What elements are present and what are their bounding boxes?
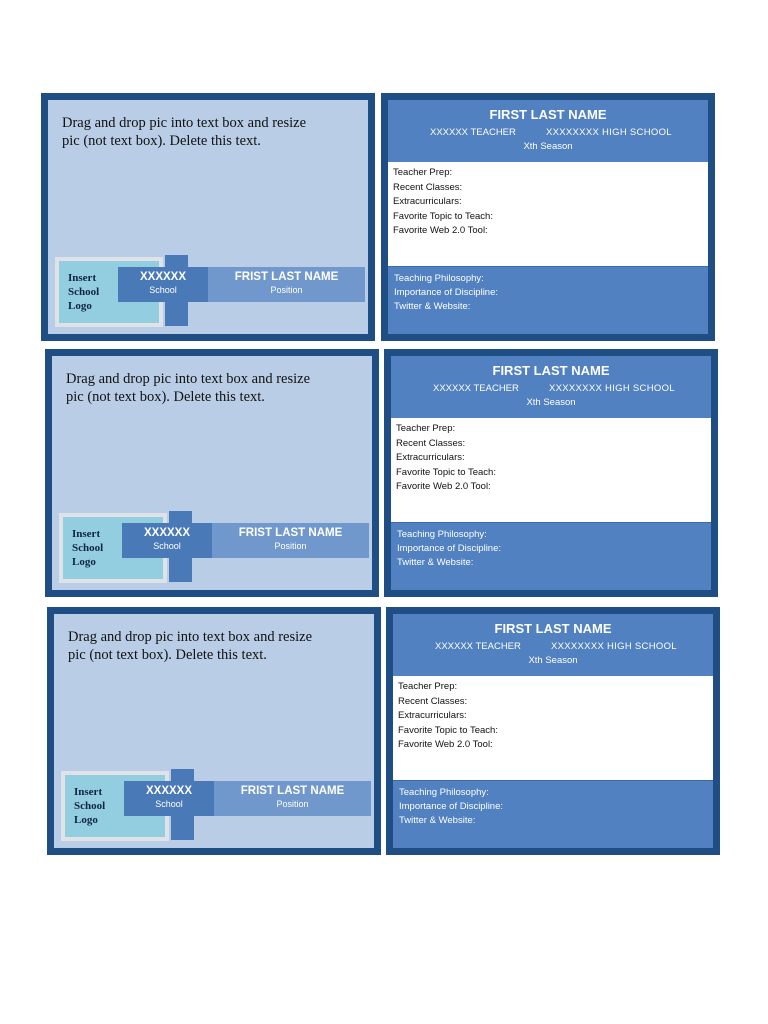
position-label: Position — [274, 541, 307, 551]
field-twitter-website: Twitter & Website: — [399, 815, 476, 826]
teacher-name[interactable]: FIRST LAST NAME — [494, 621, 612, 636]
field-recent-classes: Recent Classes: — [393, 181, 463, 193]
card-back — [381, 93, 715, 341]
school-label: School — [153, 541, 181, 551]
school-banner[interactable] — [122, 523, 212, 558]
philosophy-section[interactable] — [391, 522, 711, 590]
card-front — [41, 93, 375, 341]
field-teacher-prep: Teacher Prep: — [396, 423, 456, 434]
field-favorite-topic: Favorite Topic to Teach: — [398, 724, 498, 736]
teacher-subject[interactable]: XXXXXX TEACHER — [430, 127, 516, 138]
instruction-text[interactable] — [66, 370, 356, 406]
field-twitter-website: Twitter & Website: — [394, 301, 471, 312]
instruction-text[interactable] — [62, 114, 352, 150]
field-teaching-philosophy: Teaching Philosophy: — [397, 529, 487, 540]
teacher-name[interactable]: FIRST LAST NAME — [489, 107, 607, 122]
field-favorite-topic: Favorite Topic to Teach: — [393, 210, 493, 222]
philosophy-section[interactable] — [388, 266, 708, 334]
field-discipline: Importance of Discipline: — [397, 543, 502, 554]
field-discipline: Importance of Discipline: — [394, 287, 499, 298]
school-banner[interactable] — [124, 781, 214, 816]
school-code: XXXXXX — [139, 271, 187, 283]
card-back — [386, 607, 720, 855]
philosophy-section[interactable] — [393, 780, 713, 848]
teacher-subject[interactable]: XXXXXX TEACHER — [433, 383, 519, 394]
season-label[interactable]: Xth Season — [526, 397, 576, 408]
name-banner[interactable] — [214, 781, 371, 816]
field-recent-classes: Recent Classes: — [398, 695, 468, 707]
logo-label: Insert School Logo — [74, 786, 106, 826]
logo-label: Insert School Logo — [72, 528, 104, 568]
instruction-line: pic (not text box). Delete this text. — [66, 389, 265, 405]
high-school-name[interactable]: XXXXXXXX HIGH SCHOOL — [546, 127, 672, 138]
field-favorite-tool: Favorite Web 2.0 Tool: — [393, 225, 488, 236]
school-code: XXXXXX — [145, 785, 193, 797]
name-banner[interactable] — [212, 523, 369, 558]
card-front — [47, 607, 381, 855]
instruction-text[interactable] — [68, 628, 358, 664]
info-fields[interactable] — [393, 676, 713, 780]
field-favorite-topic: Favorite Topic to Teach: — [396, 466, 496, 478]
position-label: Position — [270, 285, 303, 295]
field-twitter-website: Twitter & Website: — [397, 557, 474, 568]
back-header — [391, 356, 711, 418]
field-teacher-prep: Teacher Prep: — [398, 681, 458, 692]
high-school-name[interactable]: XXXXXXXX HIGH SCHOOL — [551, 641, 677, 652]
logo-label: Insert School Logo — [68, 272, 100, 312]
field-extracurriculars: Extracurriculars: — [393, 196, 462, 207]
field-discipline: Importance of Discipline: — [399, 801, 504, 812]
back-header — [393, 614, 713, 676]
field-recent-classes: Recent Classes: — [396, 437, 466, 449]
season-label[interactable]: Xth Season — [528, 655, 578, 666]
instruction-line: Drag and drop pic into text box and resize — [62, 115, 307, 131]
school-label: School — [149, 285, 177, 295]
high-school-name[interactable]: XXXXXXXX HIGH SCHOOL — [549, 383, 675, 394]
field-extracurriculars: Extracurriculars: — [396, 452, 465, 463]
name-banner[interactable] — [208, 267, 365, 302]
card-back — [384, 349, 718, 597]
player-name: FRIST LAST NAME — [240, 785, 345, 797]
info-fields[interactable] — [388, 162, 708, 266]
season-label[interactable]: Xth Season — [523, 141, 573, 152]
field-extracurriculars: Extracurriculars: — [398, 710, 467, 721]
instruction-line: pic (not text box). Delete this text. — [68, 647, 267, 663]
instruction-line: Drag and drop pic into text box and resize — [66, 371, 311, 387]
instruction-line: pic (not text box). Delete this text. — [62, 133, 261, 149]
field-teacher-prep: Teacher Prep: — [393, 167, 453, 178]
info-fields[interactable] — [391, 418, 711, 522]
teacher-name[interactable]: FIRST LAST NAME — [492, 363, 610, 378]
field-teaching-philosophy: Teaching Philosophy: — [399, 787, 489, 798]
teacher-subject[interactable]: XXXXXX TEACHER — [435, 641, 521, 652]
card-front — [45, 349, 379, 597]
player-name: FRIST LAST NAME — [234, 271, 339, 283]
school-label: School — [155, 799, 183, 809]
field-favorite-tool: Favorite Web 2.0 Tool: — [396, 481, 491, 492]
instruction-line: Drag and drop pic into text box and resize — [68, 629, 313, 645]
school-code: XXXXXX — [143, 527, 191, 539]
field-favorite-tool: Favorite Web 2.0 Tool: — [398, 739, 493, 750]
field-teaching-philosophy: Teaching Philosophy: — [394, 273, 484, 284]
school-banner[interactable] — [118, 267, 208, 302]
position-label: Position — [276, 799, 309, 809]
player-name: FRIST LAST NAME — [238, 527, 343, 539]
back-header — [388, 100, 708, 162]
